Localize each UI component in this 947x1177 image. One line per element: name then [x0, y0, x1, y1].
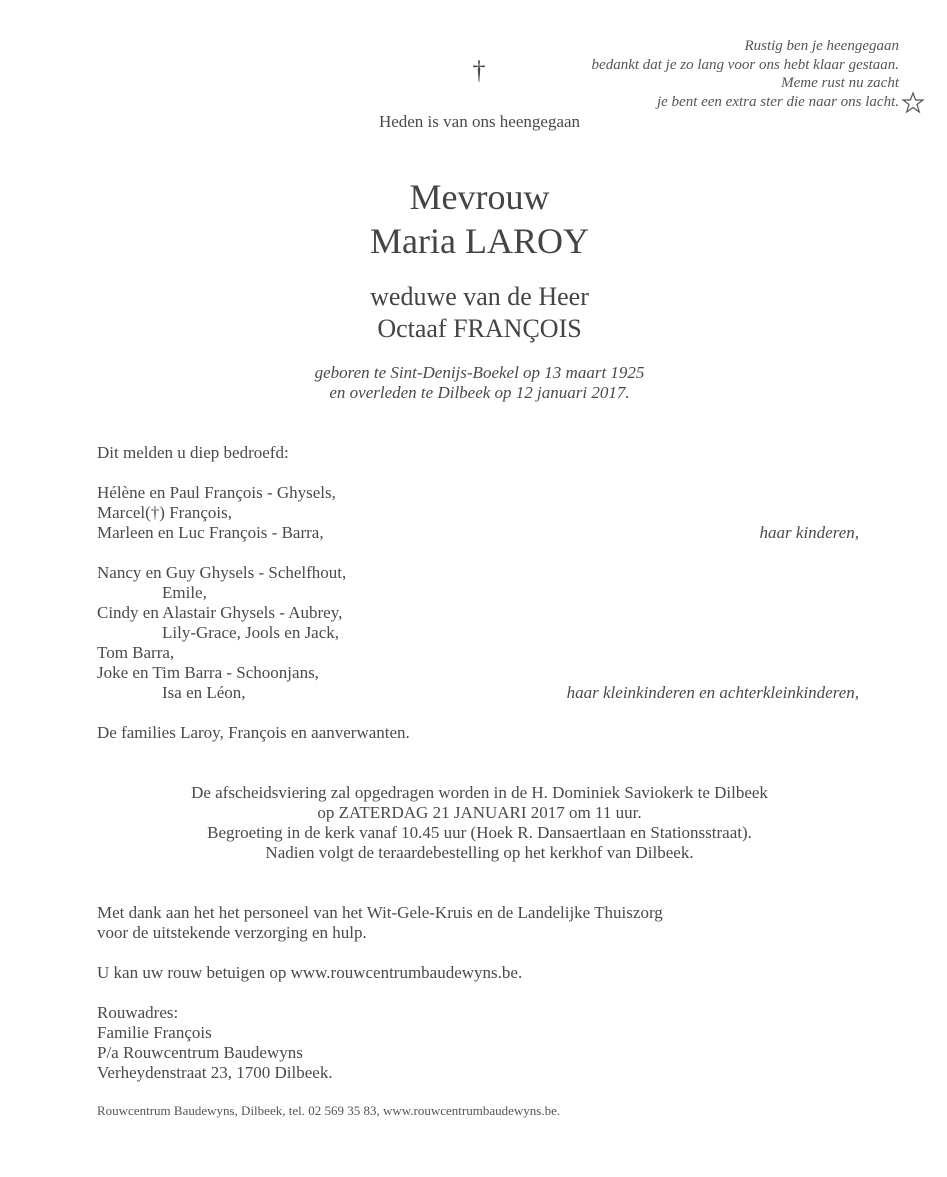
poem-line: Rustig ben je heengegaan — [744, 38, 899, 54]
poem — [592, 37, 899, 111]
intro-text: Heden is van ons heengegaan — [378, 112, 581, 131]
spouse-name: Octaaf FRANÇOIS — [377, 314, 582, 343]
address-line: P/a Rouwcentrum Baudewyns — [97, 1043, 303, 1062]
ceremony-line: op ZATERDAG 21 JANUARI 2017 om 11 uur. — [317, 803, 642, 822]
address-line: Rouwadres: — [97, 1003, 179, 1022]
children-list — [97, 483, 336, 543]
ceremony-line: Begroeting in de kerk vanaf 10.45 uur (Hoek R. Dansaertlaan en Stationsstraat). — [207, 823, 752, 842]
list-item: Hélène en Paul François - Ghysels, — [97, 483, 336, 502]
ceremony-block — [0, 783, 947, 863]
address-line: Verheydenstraat 23, 1700 Dilbeek. — [97, 1063, 333, 1082]
thanks-line: voor de uitstekende verzorging en hulp. — [97, 923, 367, 942]
list-item: Isa en Léon, — [162, 683, 246, 702]
poem-line-text: je bent een extra ster die naar ons lacht. — [656, 93, 899, 110]
dates-block — [0, 363, 947, 403]
deceased-name: Maria LAROY — [370, 221, 589, 261]
deceased-name-block — [0, 175, 947, 263]
ceremony-line: De afscheidsviering zal opgedragen worden in de H. Dominiek Saviokerk te Dilbeek — [191, 783, 768, 802]
condolence-text: U kan uw rouw betuigen op www.rouwcentrumbaudewyns.be. — [97, 963, 523, 982]
list-item: Nancy en Guy Ghysels - Schelfhout, — [97, 563, 347, 582]
children-role: haar kinderen, — [759, 523, 859, 542]
cross-icon: † — [472, 56, 486, 85]
families-text: De families Laroy, François en aanverwanten. — [97, 723, 410, 742]
widow-of-label: weduwe van de Heer — [370, 282, 589, 311]
list-item: Emile, — [162, 583, 207, 602]
list-item: Joke en Tim Barra - Schoonjans, — [97, 663, 319, 682]
death-date: en overleden te Dilbeek op 12 januari 2017. — [329, 383, 630, 402]
grandchildren-role: haar kleinkinderen en achterkleinkinderen, — [566, 683, 859, 702]
address-line: Familie François — [97, 1023, 212, 1042]
poem-line: Meme rust nu zacht — [781, 75, 899, 91]
poem-line — [592, 93, 899, 112]
thanks-line: Met dank aan het het personeel van het Wit-Gele-Kruis en de Landelijke Thuiszorg — [97, 903, 663, 922]
list-item: Lily-Grace, Jools en Jack, — [162, 623, 340, 642]
announcement: Dit melden u diep bedroefd: — [97, 443, 289, 462]
ceremony-line: Nadien volgt de teraardebestelling op het kerkhof van Dilbeek. — [265, 843, 694, 862]
poem-line: bedankt dat je zo lang voor ons hebt klaar gestaan. — [591, 56, 899, 73]
deceased-title: Mevrouw — [409, 177, 550, 217]
list-item: Cindy en Alastair Ghysels - Aubrey, — [97, 603, 343, 622]
grandchildren-list — [97, 563, 346, 703]
address-block — [97, 1003, 333, 1083]
list-item: Marleen en Luc François - Barra, — [97, 523, 324, 542]
list-item: Marcel(†) François, — [97, 503, 233, 522]
birth-date: geboren te Sint-Denijs-Boekel op 13 maart 1925 — [314, 363, 645, 382]
thanks-block — [97, 903, 663, 943]
spouse-block — [0, 281, 947, 345]
list-item: Tom Barra, — [97, 643, 175, 662]
footer: Rouwcentrum Baudewyns, Dilbeek, tel. 02 569 35 83, www.rouwcentrumbaudewyns.be. — [97, 1103, 561, 1118]
